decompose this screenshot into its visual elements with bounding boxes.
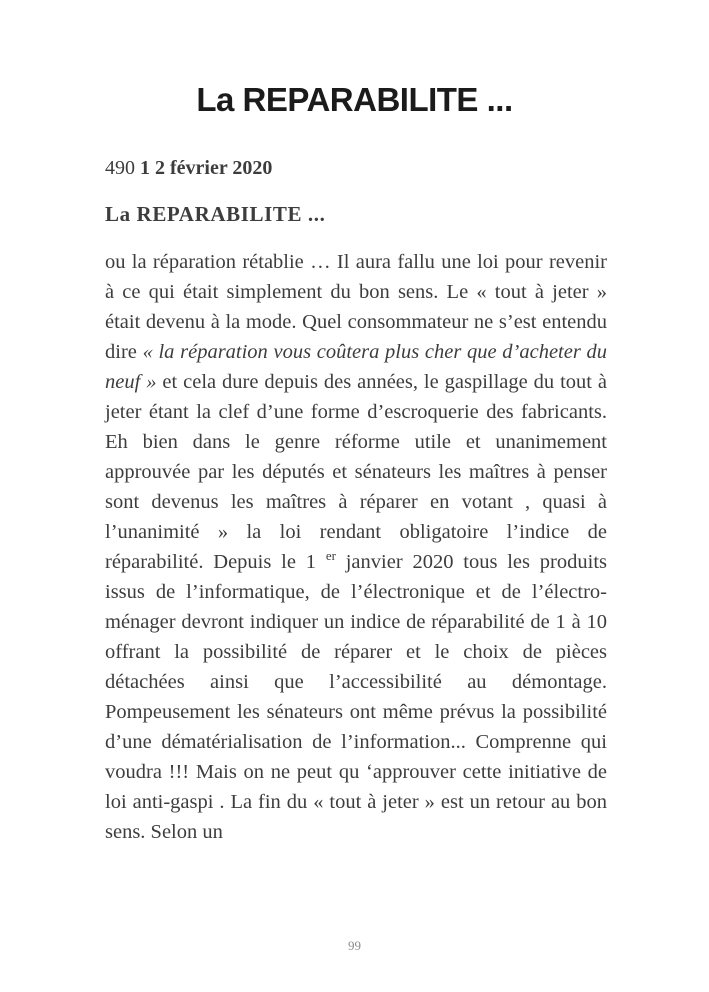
body-text-before-quote: ou la réparation rétablie … Il aura fallu une loi pour revenir à ce qui était simplement du bon sens. Le « tout à jeter » était devenu à la mode. Quel consommateur ne s’est entendu dire [105,251,607,363]
post-meta-line [0,156,709,180]
body-text-after-quote: et cela dure depuis des années, le gaspillage du tout à jeter étant la clef d’une forme d’escroquerie des fabricants. Eh bien dans le genre réforme utile et unanimement approuvée par les députés et sénateurs les maîtres à penser sont devenus les maîtres à réparer en votant , quasi à l’unanimité » la loi rendant obligatoire l’indice de réparabilité. Depuis le 1 [105,371,608,573]
body-text-end: janvier 2020 tous les produits issus de l’informatique, de l’électronique et de l’électro-ménager devront indiquer un indice de réparabilité de 1 à 10 offrant la possibilité de réparer et le choix de pièces détachées ainsi que l’accessibilité au démontage. Pompeusement les sénateurs ont même prévus la possibilité d’une dématérialisation de l’information... Comprenne qui voudra !!! Mais on ne peut qu ‘approuver cette initiative de loi anti-gaspi . La fin du « tout à jeter » est un retour au bon sens. Selon un [105,551,608,843]
body-italic-quote: « la réparation vous coûtera plus cher que d’acheter du neuf » [105,341,607,393]
page-title: La REPARABILITE ... [196,81,513,118]
article-body-paragraph [105,247,607,847]
ordinal-superscript: er [325,548,336,564]
post-date: 1 2 février 2020 [140,157,273,179]
page-number: 99 [348,938,361,953]
post-id: 490 [105,157,140,179]
article-subtitle: La REPARABILITE ... [105,202,326,226]
